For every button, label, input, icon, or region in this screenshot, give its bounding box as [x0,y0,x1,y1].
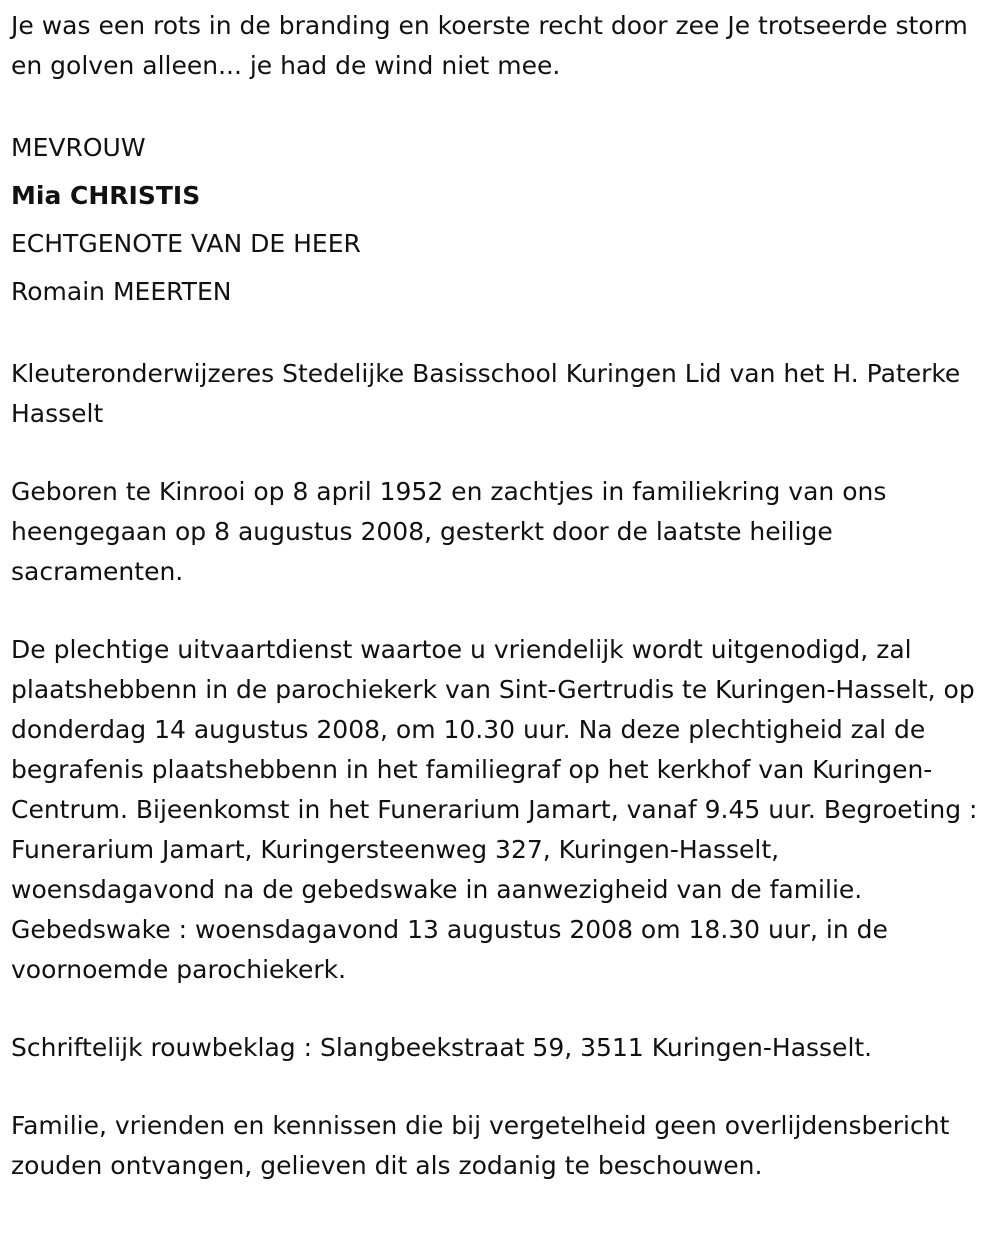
closing-text: Familie, vrienden en kennissen die bij vergetelheid geen overlijdensbericht zouden ontvangen, gelieven dit als zodanig te beschouwen. [11,1111,950,1180]
birth-death-text: Geboren te Kinrooi op 8 april 1952 en zachtjes in familiekring van ons heengegaan op 8 augustus 2008, gesterkt door de laatste heilige sacramenten. [11,477,887,586]
deceased-name: Mia CHRISTIS [11,181,201,210]
spouse-label: ECHTGENOTE VAN DE HEER [11,229,361,258]
spouse-name: Romain MEERTEN [11,277,232,306]
poem-text: Je was een rots in de branding en koerste recht door zee Je trotseerde storm en golven alleen... je had de wind niet mee. [11,11,968,80]
obituary-document [11,6,991,1186]
condolences-address: Schriftelijk rouwbeklag : Slangbeekstraat 59, 3511 Kuringen-Hasselt. [11,1033,873,1062]
title-prefix: MEVROUW [11,133,146,162]
name-block [11,124,991,316]
funeral-details-text: De plechtige uitvaartdienst waartoe u vriendelijk wordt uitgenodigd, zal plaatshebbenn in de parochiekerk van Sint-Gertrudis te Kuringen-Hasselt, op donderdag 14 augustus 2008, om 10.30 uur. Na deze plechtigheid zal de begrafenis plaatshebbenn in het familiegraf op het kerkhof van Kuringen-Centrum. Bijeenkomst in het Funerarium Jamart, vanaf 9.45 uur. Begroeting : Funerarium Jamart, Kuringersteenweg 327, Kuringen-Hasselt, woensdagavond na de gebedswake in aanwezigheid van de familie. Gebedswake : woensdagavond 13 augustus 2008 om 18.30 uur, in de voornoemde parochiekerk. [11,635,978,984]
occupation-text: Kleuteronderwijzeres Stedelijke Basisschool Kuringen Lid van het H. Paterke Hasselt [11,359,961,428]
